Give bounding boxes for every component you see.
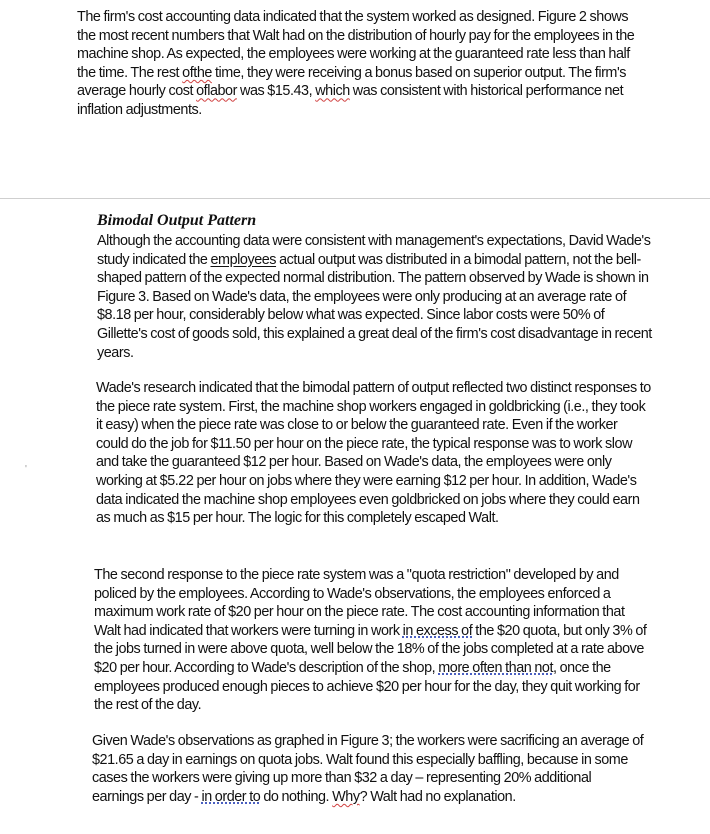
text-run: was consistent with historical performance net inflation adjustments.: [77, 83, 624, 118]
text-run: ? Walt had no explanation.: [359, 788, 516, 805]
underlined-word[interactable]: employees: [210, 251, 277, 268]
paragraph-sacrificed-earnings: [92, 732, 644, 806]
document-page-top: [0, 0, 710, 198]
text-run: the $20 quota, but only 3% of the jobs turned in were above quota, well below the 18% of the jobs completed at a rate above $20 per hour. According to Wade's description of the shop,: [94, 622, 647, 676]
grammar-suggestion-phrase[interactable]: in excess of: [402, 622, 473, 639]
text-run: was $15.43,: [236, 83, 316, 100]
stray-mark: ': [25, 464, 27, 475]
spelling-error-word[interactable]: oflabor: [196, 83, 237, 100]
section-heading: Bimodal Output Pattern: [97, 212, 257, 229]
text-run: actual output was distributed in a bimodal pattern, not the bell-shaped pattern of the expected normal distribution. The pattern observed by Wade is shown in Figure 3. Based on Wade's data, the employees were only producing at an average rate of $8.18 per hour, considerably below what was expected. Since labor costs were 50% of Gillette's cost of goods sold, this explained a great deal of the firm's cost disadvantage in recent years.: [97, 251, 652, 361]
paragraph-cost-accounting: [77, 8, 637, 120]
text-run: do nothing.: [260, 788, 333, 805]
spelling-error-word[interactable]: ofthe: [182, 64, 212, 81]
text-run: once the employees produced enough pieces to achieve $20 per hour for the day, they quit working for the rest of the day.: [94, 659, 640, 714]
text-run: The second response to the piece rate system was a "quota restriction" developed by and policed by the employees. According to Wade's observations, the employees enforced a maximum work rate of $20 per hour on the piece rate. The cost accounting information that Walt had indicated that workers were turning in work: [94, 567, 625, 639]
spelling-error-word[interactable]: which: [315, 83, 350, 100]
text-run: Although the accounting data were consistent with management's expectations, David Wade's study indicated the: [97, 233, 651, 268]
spelling-error-word[interactable]: Why: [332, 788, 360, 805]
grammar-suggestion-phrase[interactable]: in order to: [201, 788, 261, 805]
text-run: The firm's cost accounting data indicated that the system worked as designed. Figure 2 shows the most recent numbers that Walt had on the distribution of hourly pay for the employees in the machine shop. As expected, the employees were working at the guaranteed rate less than half the time. The rest: [77, 9, 635, 81]
document-page-bottom: [0, 199, 710, 834]
paragraph-goldbricking: Wade's research indicated that the bimodal pattern of output reflected two distinct responses to the piece rate system. First, the machine shop workers engaged in goldbricking (i.e., they took it easy) when the piece rate was close to or below the guaranteed rate. Even if the worker could do the job for $11.50 per hour on the piece rate, the typical response was to work slow and take the guaranteed $12 per hour. Based on Wade's data, the employees were only working at $5.22 per hour on jobs where they were earning $12 per hour. In addition, Wade's data indicated the machine shop employees even goldbricked on jobs where they could earn as much as $15 per hour. The logic for this completely escaped Walt.: [96, 380, 651, 527]
text-run: time, they were receiving a bonus based on superior output. The firm's average hourly cost: [77, 64, 627, 100]
paragraph-bimodal: [97, 232, 652, 362]
grammar-suggestion-phrase[interactable]: more often than not,: [438, 659, 557, 676]
text-run: Given Wade's observations as graphed in Figure 3; the workers were sacrificing an average of $21.65 a day in earnings on quota jobs. Walt found this especially baffling, because in some cases the workers were giving up more than $32 a day – representing 20% additional earnings per day -: [92, 733, 644, 805]
paragraph-quota-restriction: [94, 566, 652, 715]
